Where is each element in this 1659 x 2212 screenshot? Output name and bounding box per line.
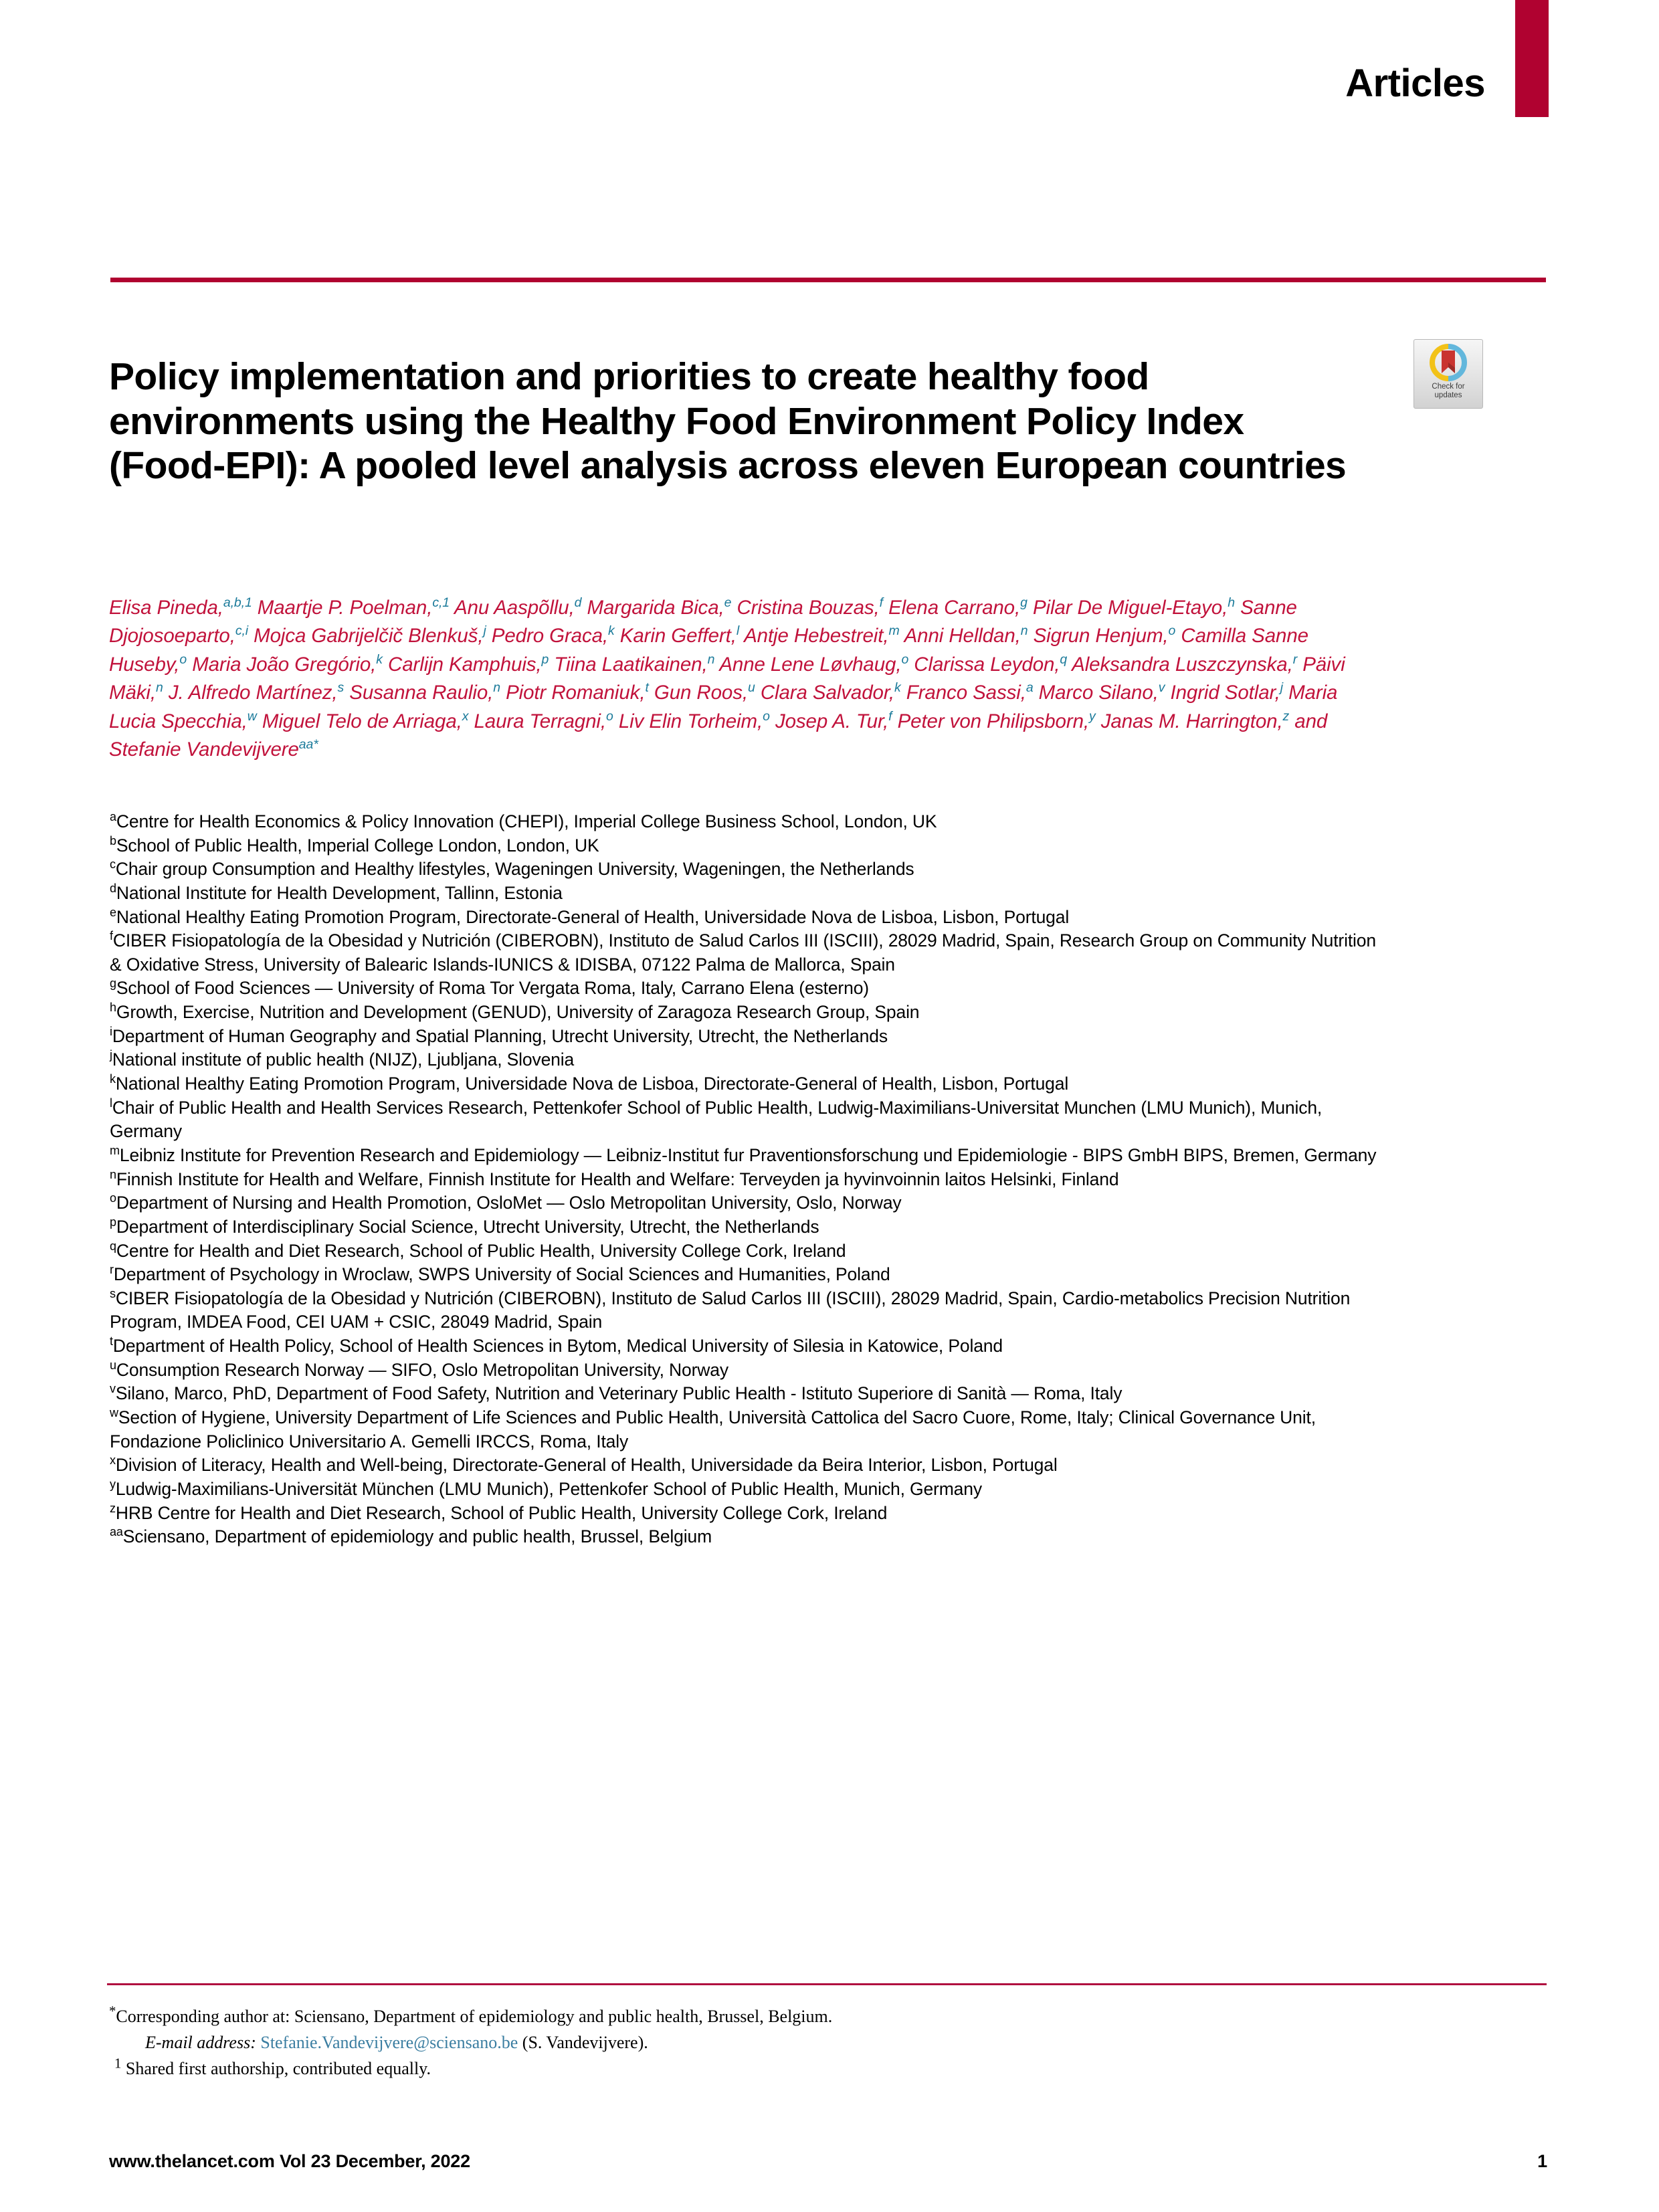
- author-entry: [454, 597, 581, 619]
- author-entry: [258, 597, 450, 619]
- affiliation-marker: d: [110, 882, 116, 896]
- author-affiliation-marker: n: [707, 652, 715, 668]
- affiliation-marker: aa: [110, 1525, 123, 1539]
- author-name: Liv Elin Torheim,: [618, 710, 763, 732]
- author-entry: [474, 710, 613, 732]
- author-name: Gun Roos,: [654, 682, 748, 704]
- author-name: Maria Lucia Specchia,: [109, 682, 1338, 732]
- affiliation-text: CIBER Fisiopatología de la Obesidad y Nutrición (CIBEROBN), Instituto de Salud Carlos III (ISCIII), 28029 Madrid, Spain, Cardio-metabolics Precision Nutrition Program, IMDEA Food, CEI UAM + CSIC, 28049 Madrid, Spain: [110, 1288, 1351, 1332]
- affiliation-text: Division of Literacy, Health and Well-being, Directorate-General of Health, Universidade da Beira Interior, Lisbon, Portugal: [115, 1455, 1058, 1476]
- author-name: Päivi Mäki,: [109, 653, 1345, 704]
- affiliation-text: CIBER Fisiopatología de la Obesidad y Nutrición (CIBEROBN), Instituto de Salud Carlos III (ISCIII), 28029 Madrid, Spain, Research Group on Community Nutrition & Oxidative Stress, University of Balearic Islands-IUNICS & IDISBA, 07122 Palma de Mallorca, Spain: [110, 930, 1376, 975]
- author-name: Mojca Gabrijelčič Blenkuš,: [254, 625, 484, 647]
- author-affiliation-marker: j: [1280, 680, 1283, 696]
- author-name: J. Alfredo Martínez,: [168, 682, 338, 704]
- shared-authorship-text: Shared first authorship, contributed equally.: [125, 2059, 431, 2078]
- affiliation-item: [110, 1334, 1381, 1359]
- affiliation-marker: m: [110, 1144, 120, 1158]
- affiliation-marker: g: [110, 977, 116, 991]
- author-name: and Stefanie Vandevijvere: [109, 710, 1328, 761]
- affiliation-item: [110, 1215, 1381, 1239]
- shared-authorship-note: [109, 2055, 1380, 2082]
- author-name: Elisa Pineda,: [109, 597, 223, 619]
- author-name: Cristina Bouzas,: [737, 597, 880, 619]
- author-affiliation-marker: g: [1020, 595, 1028, 611]
- affiliation-item: [110, 1025, 1381, 1049]
- author-affiliation-marker: c,i: [235, 623, 248, 639]
- author-entry: [1034, 625, 1176, 647]
- author-affiliation-marker: w: [247, 709, 257, 724]
- author-entry: [620, 625, 739, 647]
- affiliation-text: Department of Interdisciplinary Social Science, Utrecht University, Utrecht, the Netherlands: [116, 1216, 819, 1237]
- affiliation-item: [110, 1453, 1381, 1478]
- author-name: Carlijn Kamphuis,: [388, 653, 542, 676]
- crossmark-logo-icon: [1430, 344, 1467, 381]
- author-affiliation-marker: e: [724, 595, 732, 611]
- crossmark-label-line1: Check for: [1432, 383, 1465, 391]
- shared-authorship-marker: 1: [114, 2055, 122, 2072]
- email-link[interactable]: Stefanie.Vandevijvere@sciensano.be: [260, 2033, 518, 2052]
- header-accent-bar: [1515, 0, 1549, 117]
- affiliation-marker: s: [110, 1286, 116, 1300]
- affiliation-marker: l: [110, 1096, 112, 1110]
- author-name: Clara Salvador,: [760, 682, 895, 704]
- header-divider-rule: [110, 278, 1546, 282]
- author-name: Margarida Bica,: [587, 597, 724, 619]
- author-affiliation-marker: o: [901, 652, 909, 668]
- author-name: Sigrun Henjum,: [1033, 625, 1169, 647]
- affiliation-text: Chair group Consumption and Healthy lifestyles, Wageningen University, Wageningen, the Netherlands: [115, 859, 914, 880]
- author-name: Janas M. Harrington,: [1100, 710, 1283, 732]
- crossmark-label-line2: updates: [1434, 391, 1462, 400]
- author-affiliation-marker: h: [1228, 595, 1235, 611]
- affiliation-text: National Healthy Eating Promotion Program, Directorate-General of Health, Universidade Nova de Lisboa, Lisbon, Portugal: [116, 906, 1070, 927]
- author-name: Anu Aaspõllu,: [454, 597, 575, 619]
- author-entry: [719, 653, 908, 676]
- footnote-block: [109, 2003, 1380, 2082]
- affiliation-text: Silano, Marco, PhD, Department of Food Safety, Nutrition and Veterinary Public Health - Istituto Superiore di Sanità — Roma, Italy: [115, 1383, 1123, 1404]
- affiliation-marker: w: [110, 1406, 118, 1420]
- author-name: Marco Silano,: [1038, 682, 1159, 704]
- affiliation-marker: a: [110, 810, 116, 824]
- affiliation-text: National institute of public health (NIJZ), Ljubljana, Slovenia: [112, 1049, 575, 1070]
- footnote-divider-rule: [107, 1983, 1547, 1985]
- affiliation-item: [110, 882, 1381, 906]
- author-name: Maria João Gregório,: [192, 653, 377, 676]
- affiliation-marker: j: [110, 1048, 112, 1062]
- author-name: Tiina Laatikainen,: [554, 653, 708, 676]
- corresponding-author-note: [109, 2003, 1380, 2029]
- author-name: Josep A. Tur,: [775, 710, 889, 732]
- author-affiliation-marker: d: [574, 595, 582, 611]
- author-entry: [737, 597, 883, 619]
- author-name: Franco Sassi,: [906, 682, 1026, 704]
- affiliation-item: [110, 977, 1381, 1001]
- author-entry: [744, 625, 900, 647]
- affiliation-text: Chair of Public Health and Health Services Research, Pettenkofer School of Public Health, Ludwig-Maximilians-Universitat Munchen (LMU Munich), Munich, Germany: [110, 1097, 1323, 1142]
- author-entry: [109, 597, 252, 619]
- section-label: Articles: [1345, 62, 1485, 105]
- affiliation-text: Department of Health Policy, School of Health Sciences in Bytom, Medical University of Silesia in Katowice, Poland: [112, 1336, 1003, 1356]
- page-footer: [109, 2151, 1547, 2172]
- author-entry: [914, 653, 1067, 676]
- author-affiliation-marker: aa*: [298, 737, 318, 752]
- journal-citation: www.thelancet.com Vol 23 December, 2022: [109, 2151, 470, 2171]
- author-affiliation-marker: l: [736, 623, 740, 639]
- author-entry: [898, 710, 1096, 732]
- affiliation-item: [110, 906, 1381, 930]
- author-affiliation-marker: f: [888, 709, 892, 724]
- author-affiliation-marker: o: [605, 709, 613, 724]
- affiliation-item: [110, 1191, 1381, 1215]
- author-entry: [654, 682, 755, 704]
- author-name: Karin Geffert,: [619, 625, 737, 647]
- author-entry: [349, 682, 500, 704]
- author-name: Camilla Sanne Huseby,: [109, 625, 1308, 676]
- author-entry: [888, 597, 1028, 619]
- corresponding-email-line: [109, 2029, 1380, 2055]
- affiliation-text: Growth, Exercise, Nutrition and Development (GENUD), University of Zaragoza Research Group, Spain: [116, 1002, 920, 1023]
- author-affiliation-marker: f: [879, 595, 883, 611]
- page-title: Policy implementation and priorities to create healthy food environments using the Healthy Food Environment Policy Index (Food-EPI): A pooled level analysis across eleven European countries: [109, 355, 1347, 487]
- affiliation-text: Department of Nursing and Health Promotion, OsloMet — Oslo Metropolitan University, Oslo, Norway: [116, 1193, 902, 1213]
- author-name: Clarissa Leydon,: [914, 653, 1060, 676]
- affiliation-text: HRB Centre for Health and Diet Research, School of Public Health, University College Cork, Ireland: [115, 1502, 888, 1523]
- affiliation-text: Section of Hygiene, University Department of Life Sciences and Public Health, Università Cattolica del Sacro Cuore, Rome, Italy; Clinical Governance Unit, Fondazione Policlinico Universitario A. Gemelli IRCCS, Roma, Italy: [110, 1407, 1316, 1451]
- author-name: Antje Hebestreit,: [744, 625, 889, 647]
- affiliation-marker: e: [110, 905, 116, 919]
- affiliation-text: School of Food Sciences — University of Roma Tor Vergata Roma, Italy, Carrano Elena (esterno): [116, 978, 869, 999]
- author-entry: [775, 710, 892, 732]
- author-affiliation-marker: j: [483, 623, 486, 639]
- author-name: Piotr Romaniuk,: [506, 682, 646, 704]
- author-name: Anne Lene Løvhaug,: [719, 653, 902, 676]
- author-affiliation-marker: k: [376, 652, 383, 668]
- affiliation-item: [110, 929, 1381, 977]
- author-entry: [492, 625, 615, 647]
- author-affiliation-marker: m: [888, 623, 900, 639]
- author-affiliation-marker: n: [493, 680, 500, 696]
- author-affiliation-marker: n: [1020, 623, 1028, 639]
- affiliation-text: Department of Psychology in Wroclaw, SWPS University of Social Sciences and Humanities, Poland: [113, 1264, 890, 1285]
- affiliation-item: [110, 1144, 1381, 1168]
- crossmark-label: [1432, 383, 1464, 400]
- affiliation-marker: u: [110, 1358, 116, 1372]
- email-label: E-mail address:: [145, 2033, 256, 2052]
- author-entry: [1033, 597, 1235, 619]
- affiliation-marker: f: [110, 929, 113, 943]
- author-name: Elena Carrano,: [888, 597, 1021, 619]
- author-affiliation-marker: k: [894, 680, 901, 696]
- affiliation-item: [110, 1239, 1381, 1264]
- author-name: Pilar De Miguel-Etayo,: [1032, 597, 1228, 619]
- affiliation-text: Centre for Health Economics & Policy Innovation (CHEPI), Imperial College Business School, London, UK: [116, 811, 937, 831]
- affiliation-item: [110, 858, 1381, 882]
- affiliation-list: [110, 810, 1381, 1549]
- author-name: Anni Helldan,: [904, 625, 1021, 647]
- affiliation-text: Leibniz Institute for Prevention Research and Epidemiology — Leibniz-Institut fur Praventionsforschung und Epidemiologie - BIPS GmbH BIPS, Bremen, Germany: [119, 1144, 1377, 1165]
- author-affiliation-marker: n: [155, 680, 163, 696]
- affiliation-text: Finnish Institute for Health and Welfare, Finnish Institute for Health and Welfare: Terveyden ja hyvinvoinnin laitos Helsinki, Finland: [116, 1169, 1119, 1189]
- author-entry: [1072, 653, 1297, 676]
- affiliation-text: Sciensano, Department of epidemiology and public health, Brussel, Belgium: [122, 1526, 712, 1547]
- page-number: 1: [1537, 2151, 1547, 2171]
- author-affiliation-marker: u: [747, 680, 755, 696]
- affiliation-marker: n: [110, 1167, 116, 1181]
- affiliation-marker: z: [110, 1501, 116, 1515]
- affiliation-item: [110, 1359, 1381, 1383]
- affiliation-item: [110, 810, 1381, 834]
- affiliation-marker: p: [110, 1215, 116, 1229]
- affiliation-item: [110, 1287, 1381, 1334]
- author-name: Sanne Djojosoeparto,: [109, 597, 1297, 647]
- affiliation-marker: h: [110, 1001, 116, 1015]
- affiliation-text: School of Public Health, Imperial College London, London, UK: [116, 835, 599, 856]
- affiliation-item: [110, 1502, 1381, 1526]
- author-affiliation-marker: y: [1088, 709, 1096, 724]
- author-entry: [192, 653, 383, 676]
- author-name: Miguel Telo de Arriaga,: [262, 710, 462, 732]
- affiliation-text: Department of Human Geography and Spatial Planning, Utrecht University, Utrecht, the Netherlands: [112, 1025, 888, 1046]
- author-entry: [619, 710, 770, 732]
- author-entry: [554, 653, 714, 676]
- affiliation-marker: i: [110, 1024, 112, 1038]
- author-entry: [761, 682, 901, 704]
- affiliation-marker: q: [110, 1239, 116, 1253]
- affiliation-item: [110, 1382, 1381, 1406]
- author-entry: [904, 625, 1028, 647]
- author-name: Laura Terragni,: [474, 710, 606, 732]
- affiliation-item: [110, 1263, 1381, 1287]
- author-entry: [1039, 682, 1165, 704]
- author-affiliation-marker: x: [462, 709, 469, 724]
- author-entry: [906, 682, 1034, 704]
- author-entry: [169, 682, 344, 704]
- author-affiliation-marker: k: [608, 623, 615, 639]
- author-name: Maartje P. Poelman,: [257, 597, 433, 619]
- affiliation-marker: c: [110, 858, 116, 872]
- author-affiliation-marker: r: [1292, 652, 1298, 668]
- corresponding-author-marker: *: [109, 2003, 116, 2019]
- affiliation-item: [110, 1478, 1381, 1502]
- affiliation-text: Consumption Research Norway — SIFO, Oslo Metropolitan University, Norway: [116, 1359, 728, 1380]
- author-name: Pedro Graca,: [491, 625, 609, 647]
- author-entry: [388, 653, 549, 676]
- author-entry: [1101, 710, 1289, 732]
- affiliation-item: [110, 1072, 1381, 1096]
- author-entry: [1170, 682, 1282, 704]
- affiliation-item: [110, 1168, 1381, 1192]
- affiliation-item: [110, 834, 1381, 858]
- author-list: [109, 594, 1367, 765]
- affiliation-marker: o: [110, 1191, 116, 1205]
- affiliation-text: National Institute for Health Development, Tallinn, Estonia: [116, 882, 563, 903]
- author-affiliation-marker: a: [1026, 680, 1034, 696]
- author-affiliation-marker: s: [337, 680, 345, 696]
- affiliation-marker: t: [110, 1334, 113, 1348]
- author-affiliation-marker: z: [1282, 709, 1290, 724]
- affiliation-item: [110, 1001, 1381, 1025]
- affiliation-item: [110, 1096, 1381, 1144]
- affiliation-item: [110, 1048, 1381, 1072]
- crossmark-badge[interactable]: [1413, 339, 1483, 409]
- author-affiliation-marker: q: [1060, 652, 1068, 668]
- author-entry: [587, 597, 732, 619]
- author-entry: [506, 682, 649, 704]
- affiliation-text: Centre for Health and Diet Research, School of Public Health, University College Cork, Ireland: [116, 1240, 846, 1261]
- affiliation-marker: v: [110, 1382, 116, 1396]
- email-suffix: (S. Vandevijvere).: [522, 2033, 648, 2052]
- author-affiliation-marker: o: [1168, 623, 1176, 639]
- affiliation-marker: r: [110, 1263, 114, 1277]
- affiliation-item: [110, 1406, 1381, 1453]
- author-entry: [262, 710, 469, 732]
- author-affiliation-marker: o: [763, 709, 770, 724]
- author-affiliation-marker: o: [179, 652, 187, 668]
- affiliation-text: Ludwig-Maximilians-Universität München (LMU Munich), Pettenkofer School of Public Health, Munich, Germany: [115, 1478, 982, 1499]
- author-affiliation-marker: c,1: [432, 595, 450, 611]
- author-entry: [254, 625, 486, 647]
- affiliation-marker: b: [110, 833, 116, 847]
- author-name: Ingrid Sotlar,: [1170, 682, 1280, 704]
- affiliation-marker: x: [110, 1453, 116, 1468]
- affiliation-marker: k: [110, 1072, 116, 1086]
- author-affiliation-marker: p: [541, 652, 549, 668]
- author-affiliation-marker: v: [1158, 680, 1165, 696]
- author-name: Peter von Philipsborn,: [897, 710, 1089, 732]
- corresponding-author-text: Corresponding author at: Sciensano, Department of epidemiology and public health, Brussel, Belgium.: [116, 2007, 833, 2026]
- affiliation-marker: y: [110, 1478, 116, 1492]
- affiliation-text: National Healthy Eating Promotion Program, Universidade Nova de Lisboa, Directorate-General of Health, Lisbon, Portugal: [115, 1074, 1069, 1094]
- author-affiliation-marker: a,b,1: [223, 595, 252, 611]
- author-affiliation-marker: t: [645, 680, 649, 696]
- author-name: Susanna Raulio,: [349, 682, 494, 704]
- affiliation-item: [110, 1525, 1381, 1549]
- author-name: Aleksandra Luszczynska,: [1072, 653, 1293, 676]
